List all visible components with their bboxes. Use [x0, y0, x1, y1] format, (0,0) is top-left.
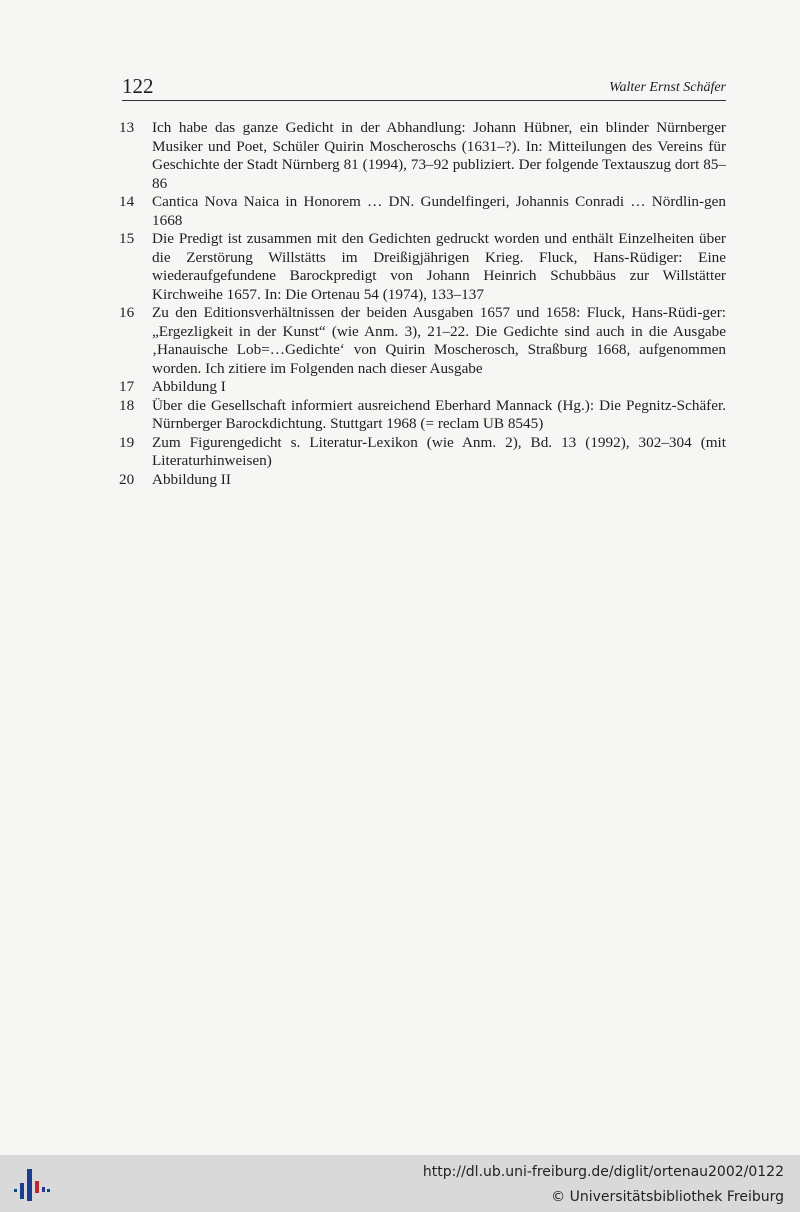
endnote — [119, 230, 726, 304]
permalink-link[interactable]: http://dl.ub.uni-freiburg.de/diglit/ortenau2002/0122 — [422, 1164, 784, 1180]
endnote — [119, 304, 726, 378]
running-head: Walter Ernst Schäfer — [609, 80, 726, 95]
endnote-text: Abbildung I — [152, 378, 226, 395]
endnote-number: 18 — [119, 396, 135, 414]
endnote-text: Zum Figurengedicht s. Literatur-Lexikon (wie Anm. 2), Bd. 13 (1992), 302–304 (mit Literaturhinweisen) — [152, 433, 726, 469]
endnote — [119, 471, 726, 490]
endnote — [119, 378, 726, 397]
endnote-text: Ich habe das ganze Gedicht in der Abhandlung: Johann Hübner, ein blinder Nürnberger Musiker und Poet, Schüler Quirin Moscheroschs (1631–?). In: Mitteilungen des Vereins für Geschichte der Stadt Nürnberg 81 (1994), 73–92 publiziert. Der folgende Textauszug dort 85–86 — [152, 119, 726, 192]
copyright-notice: © Universitätsbibliothek Freiburg — [551, 1189, 784, 1205]
page-number: 122 — [122, 74, 154, 98]
endnote-text: Zu den Editionsverhältnissen der beiden Ausgaben 1657 und 1658: Fluck, Hans-Rüdi-ger: „Ergezligkeit in der Kunst“ (wie Anm. 3), 21–22. Die Gedichte sind auch in die Ausgabe ‚Hanauische Lob=…Gedichte‘ von Quirin Moscherosch, Straßburg 1668, aufgenommen worden. Ich zitiere im Folgenden nach dieser Ausgabe — [152, 304, 726, 377]
endnote — [119, 193, 726, 230]
endnote-text: Über die Gesellschaft informiert ausreichend Eberhard Mannack (Hg.): Die Pegnitz-Schäfer. Nürnberger Barockdichtung. Stuttgart 1968 (= reclam UB 8545) — [152, 396, 726, 432]
endnote — [119, 434, 726, 471]
endnote-number: 19 — [119, 433, 135, 451]
endnote-number: 13 — [119, 119, 135, 136]
endnote-text: Abbildung II — [152, 470, 231, 488]
ub-freiburg-logo-icon — [12, 1165, 52, 1205]
endnote-text: Die Predigt ist zusammen mit den Gedichten gedruckt worden und enthält Einzelheiten über die Zerstörung Willstätts im Dreißigjährigen Krieg. Fluck, Hans-Rüdiger: Eine wiederaufgefundene Barockpredigt von Johann Heinrich Schubbäus zur Willstätter Kirchweihe 1657. In: Die Ortenau 54 (1974), 133–137 — [152, 230, 726, 303]
page-header — [122, 74, 726, 101]
endnote-text: Cantica Nova Naica in Honorem … DN. Gundelfingeri, Johannis Conradi … Nördlin-gen 1668 — [152, 193, 726, 229]
endnotes — [119, 119, 726, 489]
endnote — [119, 119, 726, 193]
endnote-number: 20 — [119, 470, 135, 488]
endnote-number: 17 — [119, 378, 135, 395]
endnote-number: 16 — [119, 304, 135, 321]
viewer-footer — [0, 1155, 800, 1212]
endnote-number: 15 — [119, 230, 135, 247]
endnote — [119, 397, 726, 434]
endnote-number: 14 — [119, 193, 135, 210]
